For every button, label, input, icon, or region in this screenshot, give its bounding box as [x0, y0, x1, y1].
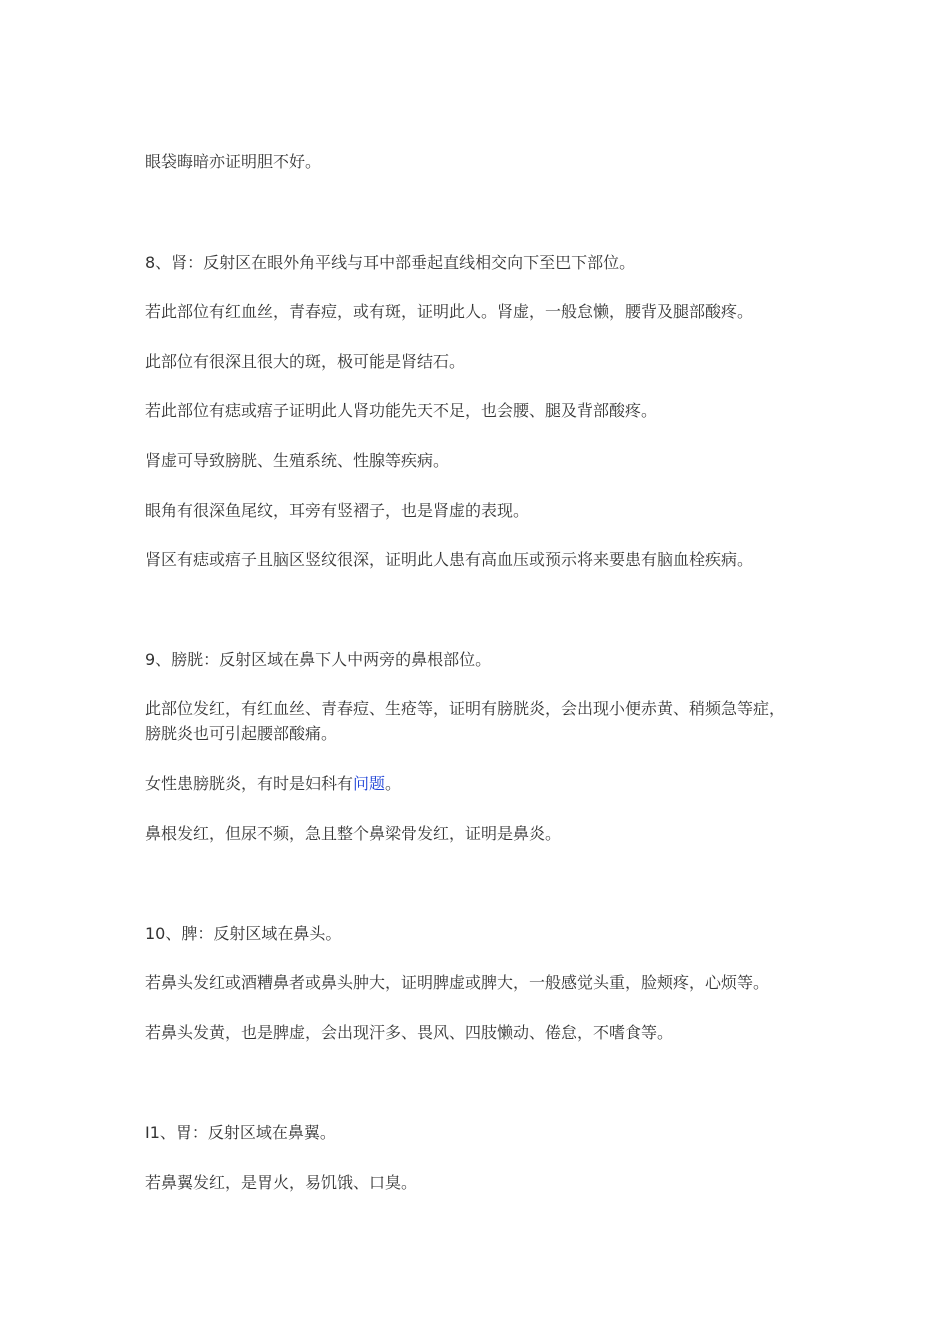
paragraph-kidney-1: 若此部位有红血丝，青春痘，或有斑，证明此人。肾虚，一般怠懒，腰背及腿部酸疼。	[145, 302, 754, 321]
paragraph-bladder-1-line1: 此部位发红，有红血丝、青春痘、生疮等，证明有膀胱炎，会出现小便赤黄、稍频急等症，	[145, 699, 786, 718]
paragraph-stomach-1: 若鼻翼发红，是胃火，易饥饿、口臭。	[145, 1173, 418, 1192]
paragraph-kidney-5: 眼角有很深鱼尾纹，耳旁有竖褶子，也是肾虚的表现。	[145, 501, 530, 520]
section-heading-kidney: 8、肾：反射区在眼外角平线与耳中部垂起直线相交向下至巴下部位。	[145, 253, 636, 272]
section-heading-spleen: 10、脾：反射区域在鼻头。	[145, 924, 342, 943]
paragraph-bladder-2-text: 女性患膀胱炎，有时是妇科有	[145, 774, 354, 793]
paragraph-kidney-3: 若此部位有痣或痦子证明此人肾功能先天不足，也会腰、腿及背部酸疼。	[145, 401, 658, 420]
paragraph-spleen-2: 若鼻头发黄，也是脾虚，会出现汗多、畏风、四肢懒动、倦怠，不嗜食等。	[145, 1023, 674, 1042]
paragraph-bladder-2	[145, 772, 825, 796]
paragraph-spleen-1: 若鼻头发红或酒糟鼻者或鼻头肿大，证明脾虚或脾大，一般感觉头重，脸颊疼，心烦等。	[145, 973, 770, 992]
paragraph-bladder-3: 鼻根发红，但尿不频，急且整个鼻梁骨发红，证明是鼻炎。	[145, 824, 562, 843]
paragraph-kidney-6: 肾区有痣或痦子且脑区竖纹很深，证明此人患有高血压或预示将来要患有脑血栓疾病。	[145, 550, 754, 569]
section-heading-bladder: 9、膀胱：反射区域在鼻下人中两旁的鼻根部位。	[145, 650, 492, 669]
paragraph-gallbladder-eyebag: 眼袋晦暗亦证明胆不好。	[145, 152, 322, 171]
paragraph-bladder-2-end: 。	[385, 774, 402, 793]
section-heading-stomach: I1、胃：反射区域在鼻翼。	[145, 1123, 336, 1142]
question-link[interactable]: 问题	[353, 774, 386, 793]
paragraph-bladder-1-line2: 膀胱炎也可引起腰部酸痛。	[145, 724, 338, 743]
paragraph-kidney-4: 肾虚可导致膀胱、生殖系统、性腺等疾病。	[145, 451, 450, 470]
paragraph-kidney-2: 此部位有很深且很大的斑，极可能是肾结石。	[145, 352, 466, 371]
